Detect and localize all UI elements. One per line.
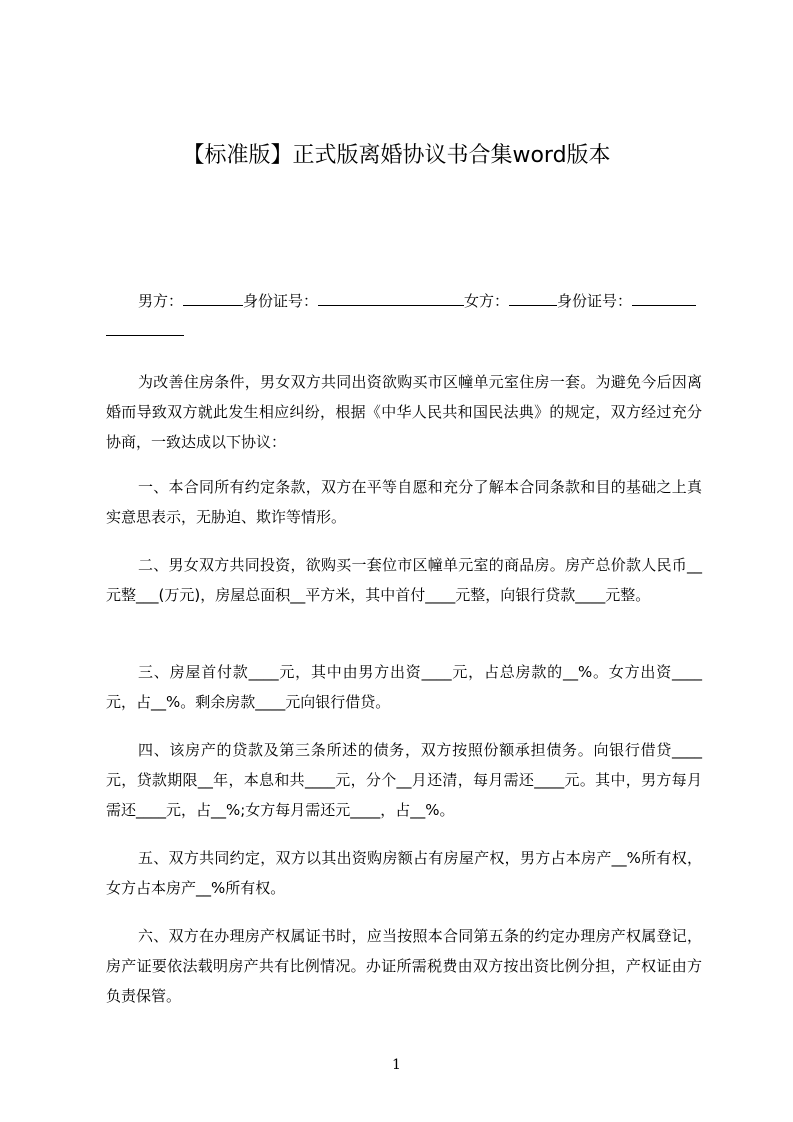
document-title: 【标准版】正式版离婚协议书合集word版本 <box>182 143 611 168</box>
paragraph-clause-2: 二、男女双方共同投资，欲购买一套位市区幢单元室的商品房。房产总价款人民币__元整___(万元)，房屋总面积__平方米，其中首付____元整，向银行贷款____元整。 <box>106 556 702 604</box>
male-id-blank <box>318 291 464 306</box>
female-id-label: 身份证号： <box>557 292 633 310</box>
paragraph-clause-3: 三、房屋首付款____元，其中由男方出资____元，占总房款的__%。女方出资____元，占__%。剩余房款____元向银行借贷。 <box>106 663 702 711</box>
male-label: 男方： <box>138 292 184 310</box>
female-id-blank <box>632 291 696 306</box>
paragraph-clause-1: 一、本合同所有约定条款，双方在平等自愿和充分了解本合同条款和目的基础之上真实意思表示，无胁迫、欺诈等情形。 <box>106 478 702 526</box>
paragraph-clause-5: 五、双方共同约定，双方以其出资购房额占有房屋产权，男方占本房产__%所有权，女方占本房产__%所有权。 <box>106 849 702 897</box>
male-id-label: 身份证号： <box>243 292 319 310</box>
female-name-blank <box>509 291 557 306</box>
female-label: 女方： <box>464 292 510 310</box>
party-id-line <box>106 286 706 346</box>
party-id-row <box>106 286 706 316</box>
page-number: 1 <box>392 1057 401 1073</box>
paragraph-preamble: 为改善住房条件，男女双方共同出资欲购买市区幢单元室住房一套。为避免今后因离婚而导致双方就此发生相应纠纷，根据《中华人民共和国民法典》的规定，双方经过充分协商，一致达成以下协议： <box>106 373 702 451</box>
male-name-blank <box>183 291 243 306</box>
paragraph-clause-4: 四、该房产的贷款及第三条所述的债务，双方按照份额承担债务。向银行借贷____元，贷款期限__年，本息和共____元，分个__月还清，每月需还____元。其中，男方每月需还____元，占__%;女方每月需还元____，占__%。 <box>106 741 702 819</box>
female-id-blank-continued <box>106 321 184 336</box>
party-id-row-continued <box>106 316 706 346</box>
paragraph-clause-6: 六、双方在办理房产权属证书时，应当按照本合同第五条的约定办理房产权属登记，房产证要依法载明房产共有比例情况。办证所需税费由双方按出资比例分担，产权证由方负责保管。 <box>106 927 702 1005</box>
